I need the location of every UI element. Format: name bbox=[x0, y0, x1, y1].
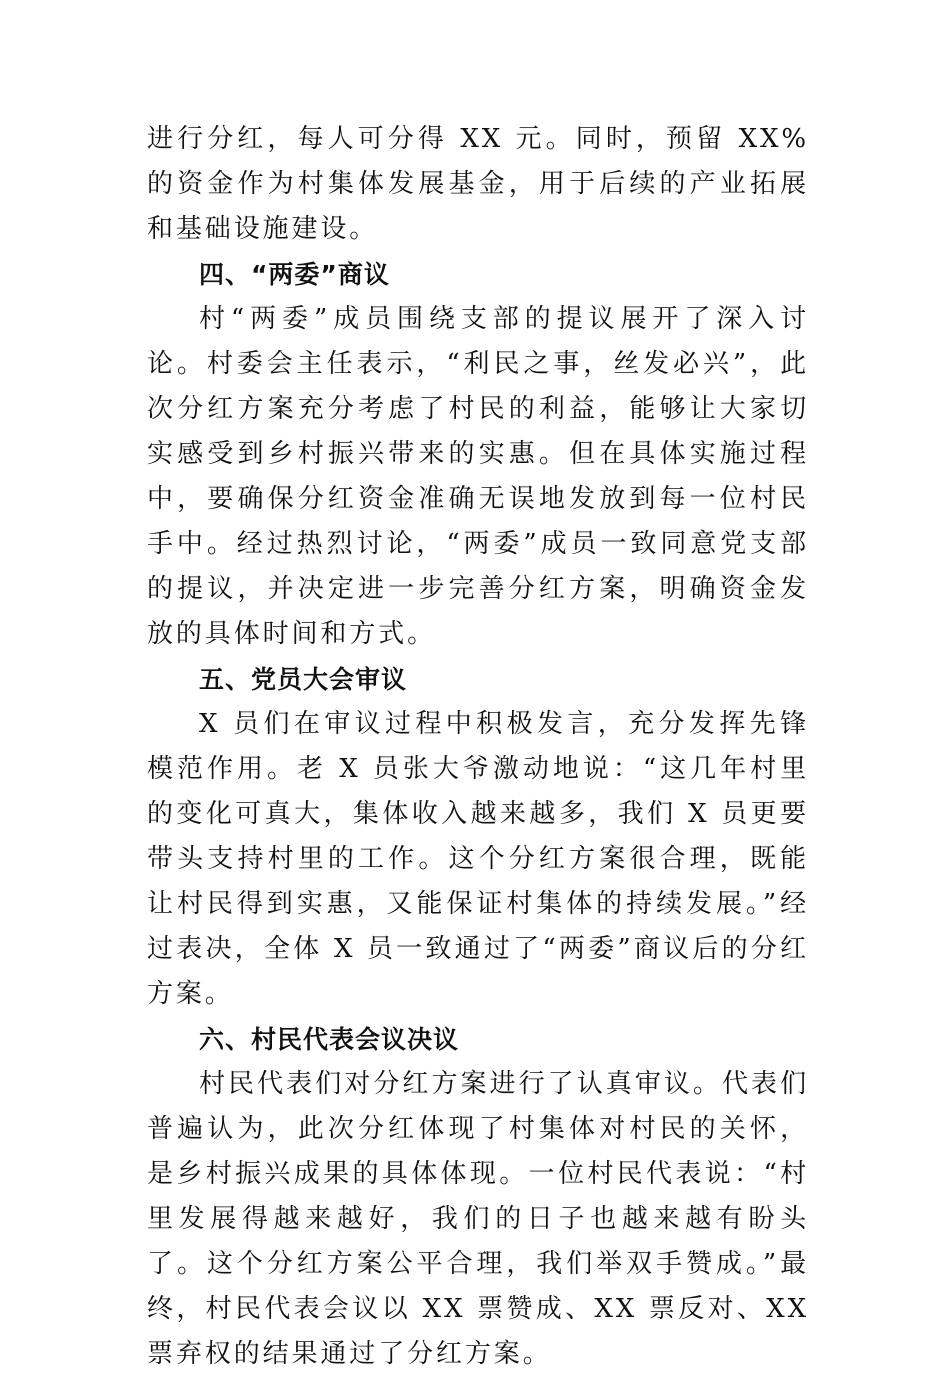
section-heading-party-meeting: 五、党员大会审议 bbox=[199, 665, 408, 694]
section-heading-villager-representatives: 六、村民代表会议决议 bbox=[199, 1025, 460, 1054]
document-body bbox=[147, 117, 809, 1377]
paragraph-two-committees-discussion: 村“两委”成员围绕支部的提议展开了深入讨论。村委会主任表示，“利民之事，丝发必兴”，此次分红方案充分考虑了村民的利益，能够让大家切实感受到乡村振兴带来的实惠。但在具体实施过程中，要确保分红资金准确无误地发放到每一位村民手中。经过热烈讨论，“两委”成员一致同意党支部的提议，并决定进一步完善分红方案，明确资金发放的具体时间和方式。 bbox=[147, 304, 809, 649]
paragraph-villager-representatives-resolution: 村民代表们对分红方案进行了认真审议。代表们普遍认为，此次分红体现了村集体对村民的关怀，是乡村振兴成果的具体体现。一位村民代表说：“村里发展得越来越好，我们的日子也越来越有盼头了。这个分红方案公平合理，我们举双手赞成。”最终，村民代表会议以 XX 票赞成、XX 票反对、XX 票弃权的结果通过了分红方案。 bbox=[147, 1069, 809, 1369]
paragraph-continued-dividend: 进行分红，每人可分得 XX 元。同时，预留 XX%的资金作为村集体发展基金，用于后续的产业拓展和基础设施建设。 bbox=[147, 124, 809, 244]
paragraph-party-meeting-review: X 员们在审议过程中积极发言，充分发挥先锋模范作用。老 X 员张大爷激动地说：“这几年村里的变化可真大，集体收入越来越多，我们 X 员更要带头支持村里的工作。这个分红方案很合理，既能让村民得到实惠，又能保证村集体的持续发展。”经过表决，全体 X 员一致通过了“两委”商议后的分红方案。 bbox=[147, 709, 809, 1009]
section-heading-two-committees: 四、“两委”商议 bbox=[199, 260, 390, 289]
